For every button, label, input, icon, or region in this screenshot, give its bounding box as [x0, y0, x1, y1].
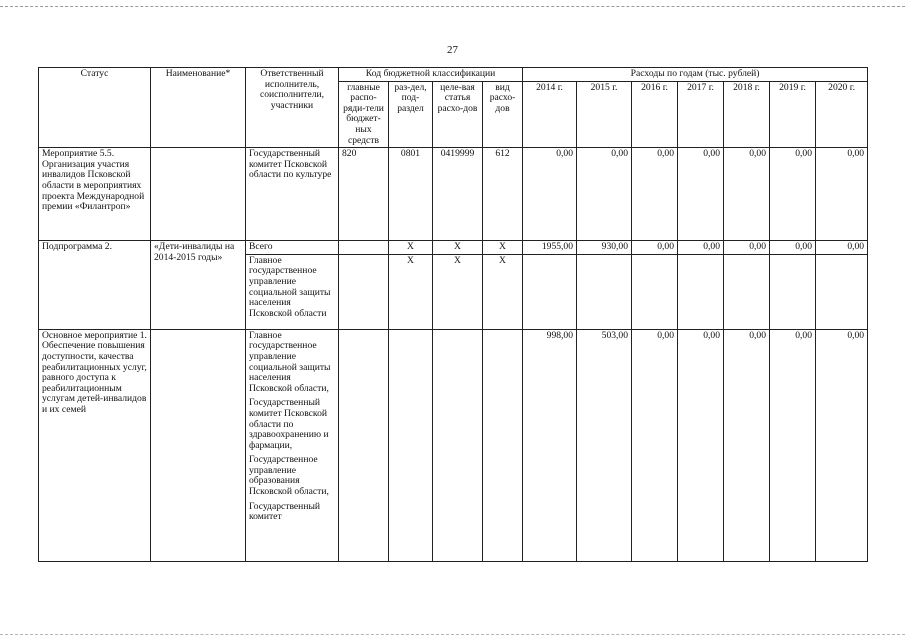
executor-entry: Главное государственное управление социальной защиты населения Псковской области,: [249, 329, 331, 394]
budget-table: [38, 67, 868, 562]
value-cell: 0,00: [678, 241, 724, 255]
status-cell: Подпрограмма 2.: [39, 241, 151, 330]
value-cell: 0,00: [632, 329, 678, 561]
value-cell: 0,00: [724, 148, 770, 241]
status-cell: Основное мероприятие 1. Обеспечение повышения доступности, качества реабилитационных услуг, равного доступа к реабилитационным услугам детей-инвалидов и их семей: [39, 329, 151, 561]
header-year: 2015 г.: [577, 81, 632, 148]
header-section: раз-дел, под-раздел: [389, 81, 433, 148]
value-cell: 998,00: [523, 329, 577, 561]
header-name: Наименование*: [151, 68, 246, 148]
kind-cell: X: [483, 241, 523, 255]
value-cell: 0,00: [816, 329, 868, 561]
table-row: [39, 329, 868, 561]
target-cell: X: [433, 254, 483, 329]
value-cell: 0,00: [770, 241, 816, 255]
value-cell: 930,00: [577, 241, 632, 255]
header-year: 2020 г.: [816, 81, 868, 148]
executor-cell: Всего: [246, 241, 339, 255]
value-cell: [523, 254, 577, 329]
value-cell: 0,00: [632, 241, 678, 255]
executor-entry: Государственный комитет Псковской области по здравоохранению и фармации,: [249, 397, 329, 451]
header-year: 2017 г.: [678, 81, 724, 148]
header-status: Статус: [39, 68, 151, 148]
header-executor: Ответственный исполнитель, соисполнители, участники: [246, 68, 339, 148]
section-cell: X: [389, 241, 433, 255]
name-cell: [151, 148, 246, 241]
header-grbs: главные распо-ряди-тели бюджет-ных средств: [339, 81, 389, 148]
value-cell: 0,00: [577, 148, 632, 241]
value-cell: [678, 254, 724, 329]
grbs-cell: [339, 241, 389, 255]
header-target: целе-вая статья расхо-дов: [433, 81, 483, 148]
value-cell: 503,00: [577, 329, 632, 561]
table-row: [39, 148, 868, 241]
top-edge-line: [0, 6, 905, 7]
header-expenses: Расходы по годам (тыс. рублей): [523, 68, 868, 82]
value-cell: 1955,00: [523, 241, 577, 255]
grbs-cell: [339, 254, 389, 329]
header-budget-code: Код бюджетной классификации: [339, 68, 523, 82]
name-cell: [151, 329, 246, 561]
executor-cell: [246, 329, 339, 561]
section-cell: [389, 329, 433, 561]
value-cell: [770, 254, 816, 329]
executor-entry: Государственное управление образования Псковской области,: [249, 454, 329, 498]
header-year: 2018 г.: [724, 81, 770, 148]
executor-cell: Главное государственное управление социальной защиты населения Псковской области: [246, 254, 339, 329]
header-year: 2019 г.: [770, 81, 816, 148]
target-cell: 0419999: [433, 148, 483, 241]
kind-cell: X: [483, 254, 523, 329]
value-cell: 0,00: [632, 148, 678, 241]
value-cell: [816, 254, 868, 329]
page-number: 27: [447, 44, 458, 56]
executor-entry: Государственный комитет: [249, 500, 321, 523]
value-cell: 0,00: [724, 329, 770, 561]
header-kind: вид расхо-дов: [483, 81, 523, 148]
status-cell: Мероприятие 5.5. Организация участия инвалидов Псковской области в мероприятиях проекта Международной премии «Филантроп»: [39, 148, 151, 241]
value-cell: 0,00: [816, 241, 868, 255]
value-cell: 0,00: [770, 148, 816, 241]
bottom-edge-line: [0, 634, 905, 635]
name-cell: «Дети-инвалиды на 2014-2015 годы»: [151, 241, 246, 330]
value-cell: [632, 254, 678, 329]
value-cell: 0,00: [678, 329, 724, 561]
section-cell: 0801: [389, 148, 433, 241]
value-cell: [577, 254, 632, 329]
value-cell: [724, 254, 770, 329]
grbs-cell: 820: [339, 148, 389, 241]
kind-cell: 612: [483, 148, 523, 241]
header-year: 2016 г.: [632, 81, 678, 148]
table-row: [39, 241, 868, 255]
value-cell: 0,00: [523, 148, 577, 241]
target-cell: [433, 329, 483, 561]
grbs-cell: [339, 329, 389, 561]
executor-cell: Государственный комитет Псковской области по культуре: [246, 148, 339, 241]
header-row: [39, 68, 868, 82]
value-cell: 0,00: [678, 148, 724, 241]
section-cell: X: [389, 254, 433, 329]
target-cell: X: [433, 241, 483, 255]
value-cell: 0,00: [770, 329, 816, 561]
value-cell: 0,00: [816, 148, 868, 241]
kind-cell: [483, 329, 523, 561]
header-year: 2014 г.: [523, 81, 577, 148]
value-cell: 0,00: [724, 241, 770, 255]
